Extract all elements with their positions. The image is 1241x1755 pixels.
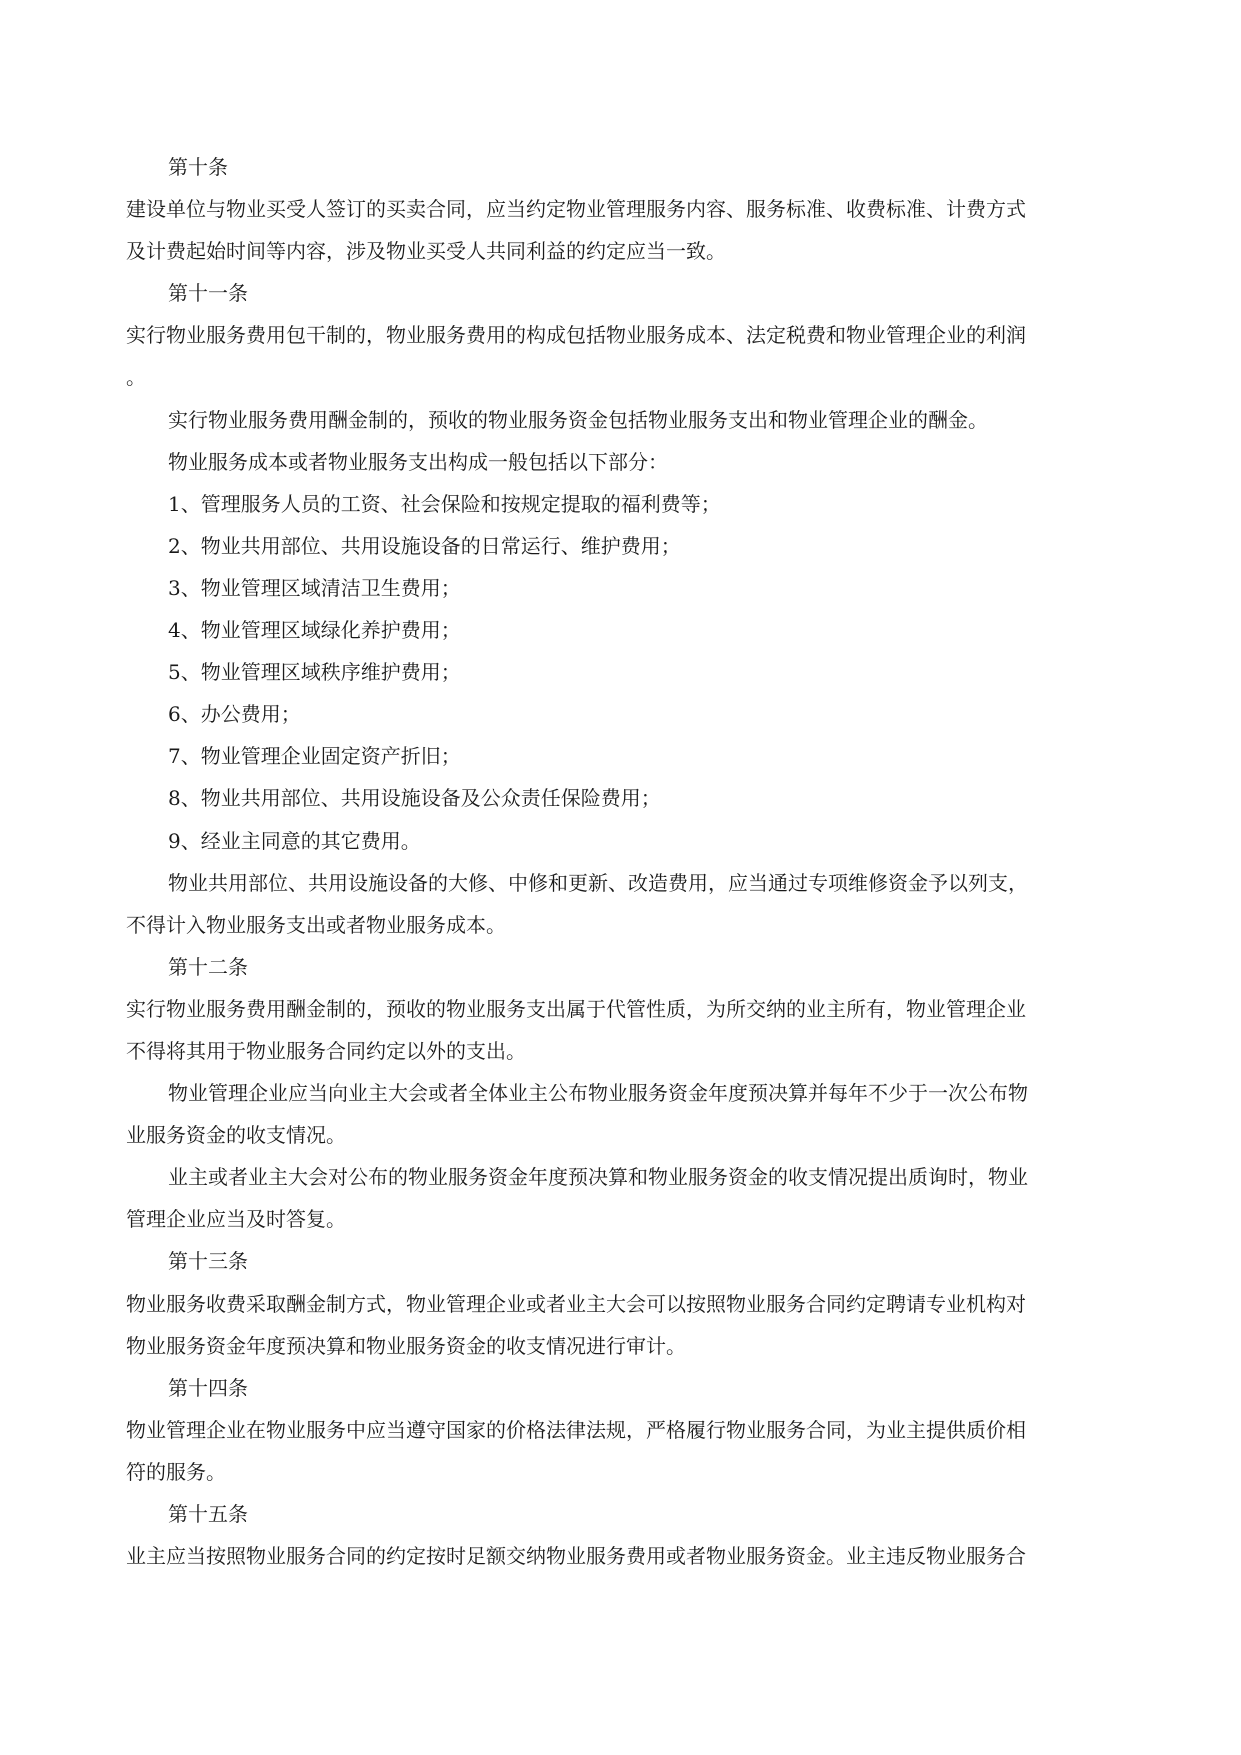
list-item: 9、经业主同意的其它费用。 bbox=[168, 828, 421, 853]
list-item: 1、管理服务人员的工资、社会保险和按规定提取的福利费等； bbox=[168, 491, 721, 516]
paragraph-line: 物业服务收费采取酬金制方式，物业管理企业或者业主大会可以按照物业服务合同约定聘请专业机构对 bbox=[126, 1291, 1026, 1316]
paragraph-line: 实行物业服务费用酬金制的，预收的物业服务资金包括物业服务支出和物业管理企业的酬金。 bbox=[168, 407, 988, 432]
document-body bbox=[126, 146, 1116, 1577]
list-item: 7、物业管理企业固定资产折旧； bbox=[168, 744, 461, 769]
paragraph-line: 物业服务资金年度预决算和物业服务资金的收支情况进行审计。 bbox=[126, 1333, 686, 1358]
list-item: 6、办公费用； bbox=[168, 702, 301, 727]
paragraph-line: 不得计入物业服务支出或者物业服务成本。 bbox=[126, 912, 506, 937]
list-item: 4、物业管理区域绿化养护费用； bbox=[168, 618, 461, 643]
paragraph-line: 及计费起始时间等内容，涉及物业买受人共同利益的约定应当一致。 bbox=[126, 239, 726, 264]
paragraph-line: 业服务资金的收支情况。 bbox=[126, 1123, 346, 1148]
paragraph-line: 管理企业应当及时答复。 bbox=[126, 1207, 346, 1232]
list-item: 2、物业共用部位、共用设施设备的日常运行、维护费用； bbox=[168, 533, 681, 558]
paragraph-line: 业主或者业主大会对公布的物业服务资金年度预决算和物业服务资金的收支情况提出质询时，物业 bbox=[168, 1165, 1028, 1190]
article-heading-11: 第十一条 bbox=[168, 281, 248, 306]
article-heading-15: 第十五条 bbox=[168, 1502, 248, 1526]
list-item: 8、物业共用部位、共用设施设备及公众责任保险费用； bbox=[168, 786, 661, 811]
paragraph-line: 实行物业服务费用酬金制的，预收的物业服务支出属于代管性质，为所交纳的业主所有，物业管理企业 bbox=[126, 996, 1026, 1021]
paragraph-line: 物业共用部位、共用设施设备的大修、中修和更新、改造费用，应当通过专项维修资金予以列支， bbox=[168, 870, 1028, 895]
paragraph-line: 。 bbox=[126, 365, 146, 390]
list-item: 3、物业管理区域清洁卫生费用； bbox=[168, 575, 461, 600]
article-heading-13: 第十三条 bbox=[168, 1249, 248, 1274]
paragraph-line: 物业管理企业应当向业主大会或者全体业主公布物业服务资金年度预决算并每年不少于一次公布物 bbox=[168, 1081, 1028, 1106]
article-heading-10: 第十条 bbox=[168, 155, 228, 179]
paragraph-line: 不得将其用于物业服务合同约定以外的支出。 bbox=[126, 1038, 526, 1063]
list-item: 5、物业管理区域秩序维护费用； bbox=[168, 660, 461, 685]
article-heading-12: 第十二条 bbox=[168, 954, 248, 979]
paragraph-line: 业主应当按照物业服务合同的约定按时足额交纳物业服务费用或者物业服务资金。业主违反物业服务合 bbox=[126, 1544, 1026, 1569]
paragraph-line: 实行物业服务费用包干制的，物业服务费用的构成包括物业服务成本、法定税费和物业管理企业的利润 bbox=[126, 323, 1026, 348]
paragraph-line: 符的服务。 bbox=[126, 1459, 226, 1484]
article-heading-14: 第十四条 bbox=[168, 1375, 248, 1400]
paragraph-line: 物业管理企业在物业服务中应当遵守国家的价格法律法规，严格履行物业服务合同，为业主提供质价相 bbox=[126, 1417, 1026, 1442]
paragraph-line: 物业服务成本或者物业服务支出构成一般包括以下部分： bbox=[168, 449, 668, 474]
paragraph-line: 建设单位与物业买受人签订的买卖合同，应当约定物业管理服务内容、服务标准、收费标准、计费方式 bbox=[126, 197, 1026, 222]
